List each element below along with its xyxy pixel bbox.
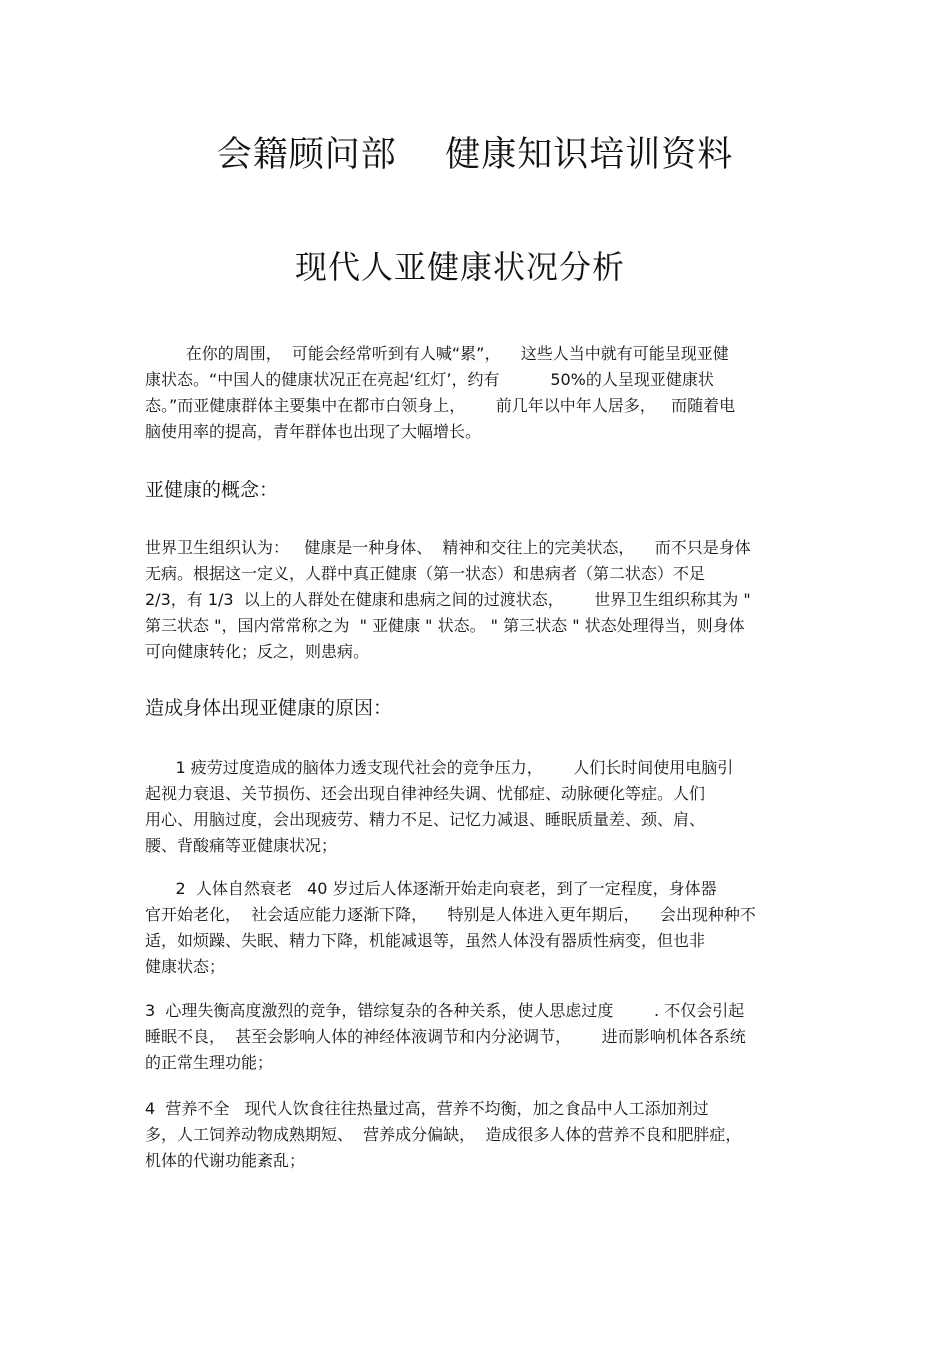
concept-paragraph bbox=[145, 535, 805, 665]
paragraph-line: 在你的周围， 可能会经常听到有人喊“累”， 这些人当中就有可能呈现亚健 bbox=[145, 344, 729, 363]
paragraph-line: 1 疲劳过度造成的脑体力透支现代社会的竞争压力， 人们长时间使用电脑引 bbox=[145, 758, 734, 777]
cause-item-1 bbox=[145, 755, 805, 859]
paragraph-line: 3 心理失衡高度激烈的竞争，错综复杂的各种关系，使人思虑过度 . 不仅会引起 bbox=[145, 1001, 745, 1020]
paragraph-line: 世界卫生组织认为： 健康是一种身体、 精神和交往上的完美状态， 而不只是身体 bbox=[145, 538, 751, 557]
paragraph-line: 脑使用率的提高，青年群体也出现了大幅增长。 bbox=[145, 422, 482, 441]
paragraph-line: 机体的代谢功能紊乱； bbox=[145, 1151, 306, 1170]
paragraph-line: 睡眠不良， 甚至会影响人体的神经体液调节和内分泌调节， 进而影响机体各系统 bbox=[145, 1027, 746, 1046]
paragraph-line: 用心、用脑过度，会出现疲劳、精力不足、记忆力减退、睡眠质量差、颈、肩、 bbox=[145, 810, 706, 829]
paragraph-line: 可向健康转化；反之，则患病。 bbox=[145, 642, 370, 661]
paragraph-line: 腰、背酸痛等亚健康状况； bbox=[145, 836, 338, 855]
document-title: 会籍顾问部 健康知识培训资料 bbox=[216, 135, 734, 175]
cause-item-3 bbox=[145, 998, 805, 1076]
section-heading-causes: 造成身体出现亚健康的原因： bbox=[145, 697, 393, 719]
intro-paragraph bbox=[145, 341, 805, 445]
paragraph-line: 的正常生理功能； bbox=[145, 1053, 274, 1072]
paragraph-line: 健康状态； bbox=[145, 957, 226, 976]
document-subtitle: 现代人亚健康状况分析 bbox=[294, 248, 625, 286]
paragraph-line: 2/3，有 1/3 以上的人群处在健康和患病之间的过渡状态， 世界卫生组织称其为 " bbox=[145, 590, 751, 609]
paragraph-line: 4 营养不全 现代人饮食往往热量过高，营养不均衡，加之食品中人工添加剂过 bbox=[145, 1099, 709, 1118]
paragraph-line: 适，如烦躁、失眠、精力下降，机能减退等，虽然人体没有器质性病变，但也非 bbox=[145, 931, 706, 950]
paragraph-line: 第三状态 "，国内常常称之为 " 亚健康 " 状态。 " 第三状态 " 状态处理得当，则身体 bbox=[145, 616, 745, 635]
paragraph-line: 起视力衰退、关节损伤、还会出现自律神经失调、忧郁症、动脉硬化等症。人们 bbox=[145, 784, 706, 803]
cause-item-4 bbox=[145, 1096, 805, 1174]
section-heading-concept: 亚健康的概念： bbox=[145, 479, 279, 501]
paragraph-line: 2 人体自然衰老 40 岁过后人体逐渐开始走向衰老，到了一定程度，身体器 bbox=[145, 879, 717, 898]
cause-item-2 bbox=[145, 876, 805, 980]
paragraph-line: 康状态。“中国人的健康状况正在亮起‘红灯’，约有 50%的人呈现亚健康状 bbox=[145, 370, 714, 389]
paragraph-line: 态。”而亚健康群体主要集中在都市白领身上， 前几年以中年人居多， 而随着电 bbox=[145, 396, 736, 415]
paragraph-line: 多，人工饲养动物成熟期短、 营养成分偏缺， 造成很多人体的营养不良和肥胖症， bbox=[145, 1125, 742, 1144]
paragraph-line: 官开始老化， 社会适应能力逐渐下降， 特别是人体进入更年期后， 会出现种种不 bbox=[145, 905, 756, 924]
paragraph-line: 无病。根据这一定义，人群中真正健康（第一状态）和患病者（第二状态）不足 bbox=[145, 564, 706, 583]
